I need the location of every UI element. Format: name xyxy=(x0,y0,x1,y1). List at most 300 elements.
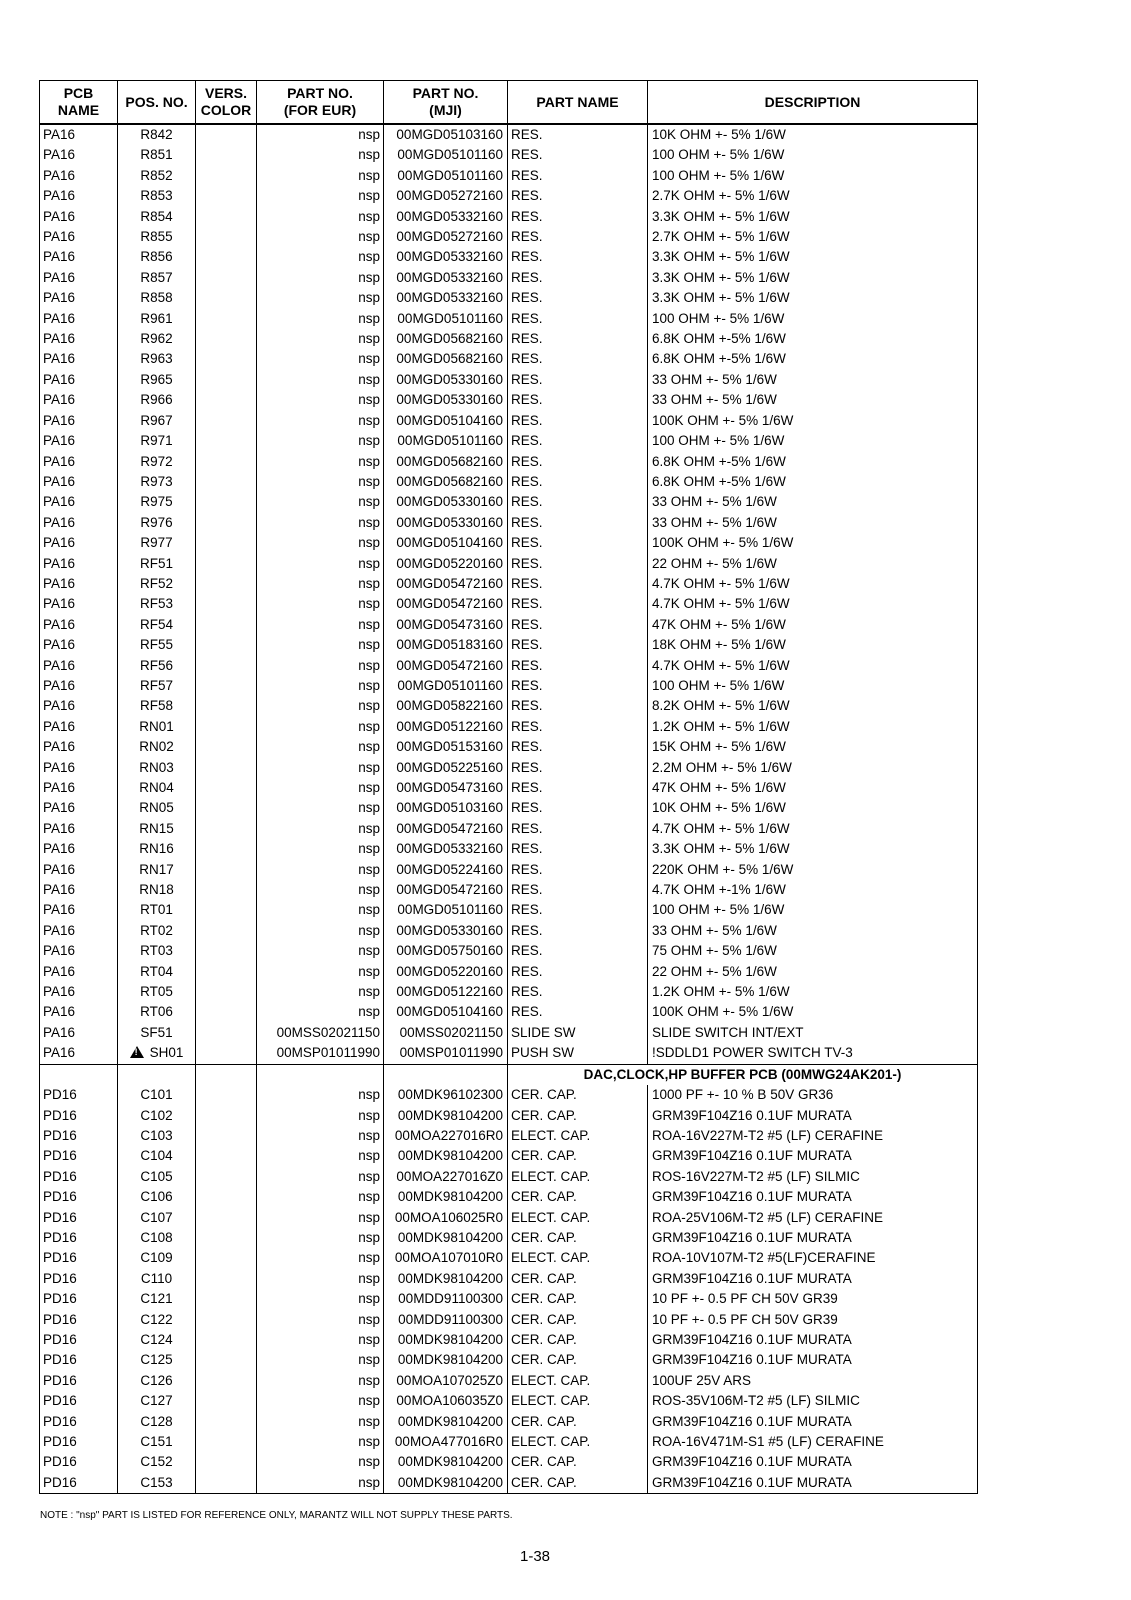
cell-part-no-eur: nsp xyxy=(257,1473,384,1494)
table-row xyxy=(40,1248,978,1268)
cell-vers-color xyxy=(196,758,257,778)
cell-description: 33 OHM +- 5% 1/6W xyxy=(648,921,978,941)
cell-pos-no: C104 xyxy=(118,1146,196,1166)
cell-pos-no: RT06 xyxy=(118,1002,196,1022)
cell-pos-no xyxy=(118,1043,196,1064)
cell-description: ROS-35V106M-T2 #5 (LF) SILMIC xyxy=(648,1391,978,1411)
cell-part-name: CER. CAP. xyxy=(508,1146,648,1166)
cell-part-name: CER. CAP. xyxy=(508,1289,648,1309)
cell-pos-no: R963 xyxy=(118,349,196,369)
cell-vers-color xyxy=(196,492,257,512)
cell-vers-color xyxy=(196,1002,257,1022)
cell-part-name: RES. xyxy=(508,615,648,635)
cell-vers-color xyxy=(196,819,257,839)
cell-pos-no: R967 xyxy=(118,411,196,431)
cell-part-name: CER. CAP. xyxy=(508,1085,648,1105)
cell-part-name: RES. xyxy=(508,758,648,778)
cell-part-no-mji: 00MSP01011990 xyxy=(384,1043,508,1064)
cell-vers-color xyxy=(196,1043,257,1064)
cell-pos-no: R858 xyxy=(118,288,196,308)
cell-part-no-mji: 00MOA106025R0 xyxy=(384,1208,508,1228)
cell-pcb-name: PA16 xyxy=(40,594,118,614)
cell-vers-color xyxy=(196,533,257,553)
cell-vers-color xyxy=(196,676,257,696)
cell-part-name: RES. xyxy=(508,635,648,655)
cell-pos-no: C109 xyxy=(118,1248,196,1268)
cell-description: GRM39F104Z16 0.1UF MURATA xyxy=(648,1473,978,1494)
cell-pcb-name: PA16 xyxy=(40,472,118,492)
cell-part-no-eur: nsp xyxy=(257,615,384,635)
section-empty-cell xyxy=(196,1064,257,1085)
cell-vers-color xyxy=(196,349,257,369)
cell-part-no-eur: nsp xyxy=(257,1310,384,1330)
cell-vers-color xyxy=(196,798,257,818)
cell-part-name: RES. xyxy=(508,860,648,880)
cell-part-name: CER. CAP. xyxy=(508,1269,648,1289)
cell-part-name: RES. xyxy=(508,411,648,431)
cell-part-no-mji: 00MGD05330160 xyxy=(384,513,508,533)
cell-pos-no: RF57 xyxy=(118,676,196,696)
table-row xyxy=(40,247,978,267)
cell-part-no-mji: 00MOA107025Z0 xyxy=(384,1371,508,1391)
cell-vers-color xyxy=(196,921,257,941)
cell-part-name: ELECT. CAP. xyxy=(508,1208,648,1228)
cell-part-no-eur: nsp xyxy=(257,186,384,206)
cell-part-no-eur: nsp xyxy=(257,839,384,859)
cell-vers-color xyxy=(196,1391,257,1411)
cell-part-name: RES. xyxy=(508,962,648,982)
cell-description: GRM39F104Z16 0.1UF MURATA xyxy=(648,1330,978,1350)
cell-part-name: RES. xyxy=(508,145,648,165)
cell-part-no-eur: nsp xyxy=(257,513,384,533)
cell-description: 10 PF +- 0.5 PF CH 50V GR39 xyxy=(648,1289,978,1309)
cell-pcb-name: PA16 xyxy=(40,737,118,757)
cell-part-no-mji: 00MGD05473160 xyxy=(384,778,508,798)
cell-part-no-mji: 00MGD05104160 xyxy=(384,411,508,431)
cell-vers-color xyxy=(196,124,257,145)
table-row xyxy=(40,349,978,369)
cell-part-no-eur: nsp xyxy=(257,656,384,676)
cell-vers-color xyxy=(196,1228,257,1248)
cell-part-no-eur: nsp xyxy=(257,921,384,941)
cell-part-name: RES. xyxy=(508,656,648,676)
cell-part-name: ELECT. CAP. xyxy=(508,1391,648,1411)
cell-description: GRM39F104Z16 0.1UF MURATA xyxy=(648,1269,978,1289)
cell-vers-color xyxy=(196,247,257,267)
cell-vers-color xyxy=(196,288,257,308)
table-row xyxy=(40,574,978,594)
cell-pcb-name: PA16 xyxy=(40,370,118,390)
cell-part-no-eur: nsp xyxy=(257,145,384,165)
cell-pcb-name: PA16 xyxy=(40,982,118,1002)
cell-pos-no: RF53 xyxy=(118,594,196,614)
cell-pos-no: C152 xyxy=(118,1452,196,1472)
cell-pcb-name: PA16 xyxy=(40,676,118,696)
cell-part-no-mji: 00MGD05272160 xyxy=(384,227,508,247)
table-row xyxy=(40,145,978,165)
table-row xyxy=(40,1310,978,1330)
cell-description: 100 OHM +- 5% 1/6W xyxy=(648,309,978,329)
cell-vers-color xyxy=(196,880,257,900)
cell-part-no-eur: nsp xyxy=(257,962,384,982)
cell-part-name: RES. xyxy=(508,186,648,206)
cell-part-no-mji: 00MGD05153160 xyxy=(384,737,508,757)
cell-part-no-mji: 00MDK98104200 xyxy=(384,1330,508,1350)
cell-part-no-mji: 00MGD05822160 xyxy=(384,696,508,716)
cell-pcb-name: PA16 xyxy=(40,268,118,288)
cell-pos-no: C128 xyxy=(118,1412,196,1432)
cell-description: 1.2K OHM +- 5% 1/6W xyxy=(648,982,978,1002)
cell-pcb-name: PA16 xyxy=(40,1002,118,1022)
section-row xyxy=(40,1064,978,1085)
cell-part-no-eur: nsp xyxy=(257,941,384,961)
cell-part-name: RES. xyxy=(508,839,648,859)
cell-pcb-name: PA16 xyxy=(40,186,118,206)
cell-pcb-name: PA16 xyxy=(40,492,118,512)
cell-vers-color xyxy=(196,309,257,329)
cell-part-no-mji: 00MGD05103160 xyxy=(384,798,508,818)
cell-vers-color xyxy=(196,860,257,880)
table-row xyxy=(40,900,978,920)
cell-part-no-mji: 00MGD05472160 xyxy=(384,594,508,614)
table-row xyxy=(40,676,978,696)
cell-part-no-eur: nsp xyxy=(257,860,384,880)
cell-part-no-eur: nsp xyxy=(257,554,384,574)
cell-part-name: CER. CAP. xyxy=(508,1310,648,1330)
cell-description: 100K OHM +- 5% 1/6W xyxy=(648,533,978,553)
cell-description: 47K OHM +- 5% 1/6W xyxy=(648,778,978,798)
cell-pcb-name: PD16 xyxy=(40,1412,118,1432)
table-row xyxy=(40,268,978,288)
cell-part-name: RES. xyxy=(508,676,648,696)
table-row xyxy=(40,1289,978,1309)
cell-pos-no: R853 xyxy=(118,186,196,206)
cell-description: 3.3K OHM +- 5% 1/6W xyxy=(648,288,978,308)
safety-warning-icon xyxy=(130,1046,144,1058)
cell-part-no-mji: 00MGD05330160 xyxy=(384,390,508,410)
cell-pos-no: R975 xyxy=(118,492,196,512)
cell-description: 6.8K OHM +-5% 1/6W xyxy=(648,452,978,472)
cell-part-no-mji: 00MOA227016R0 xyxy=(384,1126,508,1146)
table-row xyxy=(40,921,978,941)
cell-description: 6.8K OHM +-5% 1/6W xyxy=(648,329,978,349)
cell-pcb-name: PA16 xyxy=(40,941,118,961)
cell-part-no-mji: 00MGD05183160 xyxy=(384,635,508,655)
cell-part-no-eur: nsp xyxy=(257,819,384,839)
table-row xyxy=(40,758,978,778)
table-row xyxy=(40,390,978,410)
cell-vers-color xyxy=(196,1289,257,1309)
cell-pos-no: C110 xyxy=(118,1269,196,1289)
cell-part-no-eur: nsp xyxy=(257,1432,384,1452)
cell-description: 10K OHM +- 5% 1/6W xyxy=(648,798,978,818)
cell-description: 47K OHM +- 5% 1/6W xyxy=(648,615,978,635)
cell-pcb-name: PD16 xyxy=(40,1350,118,1370)
cell-pcb-name: PD16 xyxy=(40,1126,118,1146)
cell-part-no-eur: nsp xyxy=(257,288,384,308)
cell-part-no-mji: 00MDD91100300 xyxy=(384,1289,508,1309)
cell-part-no-eur: nsp xyxy=(257,1002,384,1022)
cell-pos-no: RF54 xyxy=(118,615,196,635)
cell-part-no-mji: 00MGD05220160 xyxy=(384,962,508,982)
cell-part-no-eur: nsp xyxy=(257,574,384,594)
cell-pos-no: RT01 xyxy=(118,900,196,920)
col-part-no-mji: PART NO. (MJI) xyxy=(384,81,508,125)
table-row xyxy=(40,124,978,145)
table-body xyxy=(40,124,978,1494)
cell-part-name: RES. xyxy=(508,472,648,492)
cell-pcb-name: PD16 xyxy=(40,1371,118,1391)
cell-part-no-eur: nsp xyxy=(257,798,384,818)
cell-part-name: RES. xyxy=(508,533,648,553)
cell-pos-no: R966 xyxy=(118,390,196,410)
table-row xyxy=(40,1412,978,1432)
cell-pos-no: C102 xyxy=(118,1106,196,1126)
cell-part-no-mji: 00MDK98104200 xyxy=(384,1269,508,1289)
cell-description: 8.2K OHM +- 5% 1/6W xyxy=(648,696,978,716)
cell-vers-color xyxy=(196,329,257,349)
cell-description: 3.3K OHM +- 5% 1/6W xyxy=(648,207,978,227)
cell-pos-no: C122 xyxy=(118,1310,196,1330)
cell-part-name: PUSH SW xyxy=(508,1043,648,1064)
cell-part-name: RES. xyxy=(508,268,648,288)
cell-part-no-mji: 00MGD05750160 xyxy=(384,941,508,961)
cell-pcb-name: PA16 xyxy=(40,921,118,941)
cell-vers-color xyxy=(196,656,257,676)
table-row xyxy=(40,717,978,737)
table-row xyxy=(40,207,978,227)
cell-description: GRM39F104Z16 0.1UF MURATA xyxy=(648,1106,978,1126)
cell-vers-color xyxy=(196,1126,257,1146)
cell-vers-color xyxy=(196,166,257,186)
cell-description: 100UF 25V ARS xyxy=(648,1371,978,1391)
cell-part-name: RES. xyxy=(508,554,648,574)
cell-pos-no: R857 xyxy=(118,268,196,288)
cell-pcb-name: PA16 xyxy=(40,227,118,247)
cell-vers-color xyxy=(196,1412,257,1432)
cell-vers-color xyxy=(196,737,257,757)
col-part-no-eur: PART NO. (FOR EUR) xyxy=(257,81,384,125)
cell-part-no-mji: 00MGD05682160 xyxy=(384,472,508,492)
cell-part-no-eur: nsp xyxy=(257,227,384,247)
cell-part-no-eur: nsp xyxy=(257,1085,384,1105)
cell-part-no-mji: 00MGD05101160 xyxy=(384,145,508,165)
cell-description: !SDDLD1 POWER SWITCH TV-3 xyxy=(648,1043,978,1064)
table-row xyxy=(40,1371,978,1391)
table-row xyxy=(40,1330,978,1350)
cell-part-no-eur: nsp xyxy=(257,676,384,696)
cell-part-no-eur: nsp xyxy=(257,594,384,614)
cell-description: 22 OHM +- 5% 1/6W xyxy=(648,554,978,574)
cell-part-no-eur: nsp xyxy=(257,1269,384,1289)
cell-pos-no: C121 xyxy=(118,1289,196,1309)
cell-description: 10K OHM +- 5% 1/6W xyxy=(648,124,978,145)
cell-description: 18K OHM +- 5% 1/6W xyxy=(648,635,978,655)
cell-part-no-mji: 00MGD05101160 xyxy=(384,431,508,451)
cell-pos-no: R856 xyxy=(118,247,196,267)
cell-part-no-mji: 00MGD05224160 xyxy=(384,860,508,880)
table-row xyxy=(40,656,978,676)
cell-vers-color xyxy=(196,941,257,961)
cell-part-name: RES. xyxy=(508,1002,648,1022)
cell-part-no-mji: 00MDK98104200 xyxy=(384,1350,508,1370)
cell-part-name: RES. xyxy=(508,288,648,308)
cell-description: 100 OHM +- 5% 1/6W xyxy=(648,900,978,920)
cell-description: ROS-16V227M-T2 #5 (LF) SILMIC xyxy=(648,1167,978,1187)
table-row xyxy=(40,370,978,390)
cell-pcb-name: PA16 xyxy=(40,615,118,635)
cell-part-no-mji: 00MGD05101160 xyxy=(384,676,508,696)
cell-pcb-name: PA16 xyxy=(40,247,118,267)
cell-part-name: RES. xyxy=(508,778,648,798)
cell-pcb-name: PA16 xyxy=(40,1023,118,1043)
cell-part-name: RES. xyxy=(508,492,648,512)
cell-description: 33 OHM +- 5% 1/6W xyxy=(648,370,978,390)
table-row xyxy=(40,696,978,716)
cell-part-no-mji: 00MOA227016Z0 xyxy=(384,1167,508,1187)
cell-pcb-name: PD16 xyxy=(40,1167,118,1187)
cell-vers-color xyxy=(196,1371,257,1391)
cell-pos-no: R961 xyxy=(118,309,196,329)
cell-description: GRM39F104Z16 0.1UF MURATA xyxy=(648,1452,978,1472)
cell-description: 6.8K OHM +-5% 1/6W xyxy=(648,472,978,492)
cell-pcb-name: PA16 xyxy=(40,533,118,553)
cell-part-name: SLIDE SW xyxy=(508,1023,648,1043)
cell-vers-color xyxy=(196,615,257,635)
cell-pos-no: RN18 xyxy=(118,880,196,900)
cell-part-name: RES. xyxy=(508,309,648,329)
cell-part-no-mji: 00MDK98104200 xyxy=(384,1106,508,1126)
table-row xyxy=(40,472,978,492)
cell-description: 4.7K OHM +- 5% 1/6W xyxy=(648,819,978,839)
cell-part-name: RES. xyxy=(508,941,648,961)
cell-vers-color xyxy=(196,1330,257,1350)
cell-part-no-eur: nsp xyxy=(257,982,384,1002)
cell-part-no-mji: 00MGD05225160 xyxy=(384,758,508,778)
cell-part-name: RES. xyxy=(508,737,648,757)
col-pcb-name: PCB NAME xyxy=(40,81,118,125)
cell-part-no-eur: nsp xyxy=(257,880,384,900)
cell-pcb-name: PA16 xyxy=(40,798,118,818)
cell-description: 100K OHM +- 5% 1/6W xyxy=(648,1002,978,1022)
cell-description: 2.7K OHM +- 5% 1/6W xyxy=(648,227,978,247)
cell-part-no-eur: nsp xyxy=(257,390,384,410)
cell-description: 15K OHM +- 5% 1/6W xyxy=(648,737,978,757)
cell-part-name: RES. xyxy=(508,370,648,390)
cell-part-name: RES. xyxy=(508,390,648,410)
section-empty-cell xyxy=(118,1064,196,1085)
cell-pos-no: RT03 xyxy=(118,941,196,961)
cell-pos-no: C126 xyxy=(118,1371,196,1391)
table-row xyxy=(40,880,978,900)
cell-vers-color xyxy=(196,635,257,655)
cell-description: GRM39F104Z16 0.1UF MURATA xyxy=(648,1350,978,1370)
cell-pos-no: C101 xyxy=(118,1085,196,1105)
cell-part-no-eur: 00MSS02021150 xyxy=(257,1023,384,1043)
cell-part-no-mji: 00MGD05101160 xyxy=(384,166,508,186)
cell-part-no-mji: 00MGD05472160 xyxy=(384,574,508,594)
cell-part-no-eur: nsp xyxy=(257,1106,384,1126)
cell-part-no-mji: 00MDK98104200 xyxy=(384,1146,508,1166)
cell-vers-color xyxy=(196,411,257,431)
table-row xyxy=(40,1146,978,1166)
cell-vers-color xyxy=(196,962,257,982)
cell-description: 4.7K OHM +- 5% 1/6W xyxy=(648,594,978,614)
cell-pos-no: RN17 xyxy=(118,860,196,880)
table-row xyxy=(40,227,978,247)
cell-pos-no: R851 xyxy=(118,145,196,165)
table-row xyxy=(40,288,978,308)
table-row xyxy=(40,778,978,798)
cell-part-no-eur: nsp xyxy=(257,900,384,920)
cell-vers-color xyxy=(196,1248,257,1268)
table-row xyxy=(40,492,978,512)
cell-part-no-mji: 00MGD05682160 xyxy=(384,349,508,369)
cell-pcb-name: PA16 xyxy=(40,696,118,716)
section-empty-cell xyxy=(384,1064,508,1085)
col-description: DESCRIPTION xyxy=(648,81,978,125)
cell-description: GRM39F104Z16 0.1UF MURATA xyxy=(648,1412,978,1432)
cell-description: GRM39F104Z16 0.1UF MURATA xyxy=(648,1228,978,1248)
cell-pcb-name: PD16 xyxy=(40,1269,118,1289)
cell-part-name: RES. xyxy=(508,696,648,716)
cell-part-no-mji: 00MOA106035Z0 xyxy=(384,1391,508,1411)
cell-part-no-eur: nsp xyxy=(257,431,384,451)
table-row xyxy=(40,431,978,451)
cell-part-name: RES. xyxy=(508,900,648,920)
cell-vers-color xyxy=(196,717,257,737)
table-row xyxy=(40,411,978,431)
cell-vers-color xyxy=(196,1085,257,1105)
cell-part-no-mji: 00MGD05332160 xyxy=(384,288,508,308)
cell-part-name: ELECT. CAP. xyxy=(508,1432,648,1452)
cell-pcb-name: PD16 xyxy=(40,1391,118,1411)
cell-part-no-mji: 00MDD91100300 xyxy=(384,1310,508,1330)
cell-pos-no: RN04 xyxy=(118,778,196,798)
table-row xyxy=(40,1432,978,1452)
table-row xyxy=(40,962,978,982)
cell-part-no-eur: nsp xyxy=(257,758,384,778)
table-row xyxy=(40,1228,978,1248)
cell-part-no-eur: nsp xyxy=(257,1391,384,1411)
cell-description: 4.7K OHM +- 5% 1/6W xyxy=(648,574,978,594)
cell-pos-no: R855 xyxy=(118,227,196,247)
cell-description: 3.3K OHM +- 5% 1/6W xyxy=(648,247,978,267)
cell-pos-no: RT04 xyxy=(118,962,196,982)
table-row xyxy=(40,1350,978,1370)
cell-vers-color xyxy=(196,207,257,227)
cell-part-no-mji: 00MSS02021150 xyxy=(384,1023,508,1043)
cell-part-name: RES. xyxy=(508,798,648,818)
cell-pos-no: C151 xyxy=(118,1432,196,1452)
cell-pos-no: R854 xyxy=(118,207,196,227)
table-header xyxy=(40,81,978,125)
cell-pcb-name: PA16 xyxy=(40,758,118,778)
cell-pcb-name: PA16 xyxy=(40,390,118,410)
cell-part-no-mji: 00MGD05272160 xyxy=(384,186,508,206)
cell-vers-color xyxy=(196,370,257,390)
cell-pos-no: C105 xyxy=(118,1167,196,1187)
cell-pcb-name: PD16 xyxy=(40,1085,118,1105)
table-row xyxy=(40,819,978,839)
cell-description: 33 OHM +- 5% 1/6W xyxy=(648,492,978,512)
cell-description: 100 OHM +- 5% 1/6W xyxy=(648,166,978,186)
cell-part-no-eur: nsp xyxy=(257,1187,384,1207)
cell-part-no-mji: 00MGD05472160 xyxy=(384,656,508,676)
cell-description: ROA-10V107M-T2 #5(LF)CERAFINE xyxy=(648,1248,978,1268)
table-row xyxy=(40,554,978,574)
cell-description: 4.7K OHM +- 5% 1/6W xyxy=(648,656,978,676)
